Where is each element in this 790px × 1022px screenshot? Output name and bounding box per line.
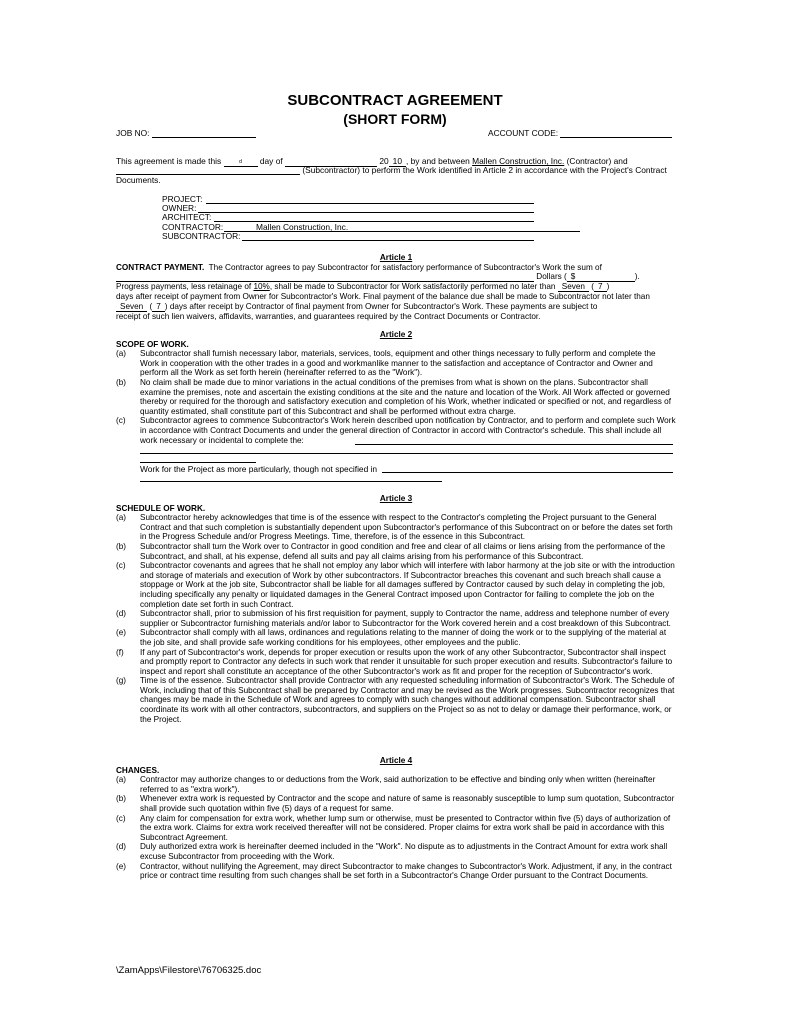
- scope-blank-1[interactable]: [355, 444, 673, 445]
- subcontractor-blank[interactable]: [116, 165, 300, 175]
- article-4-item: [116, 862, 676, 881]
- article-2-item: [116, 378, 676, 416]
- article-1-line-1: [116, 263, 676, 273]
- intro-made-this: This agreement is made this: [116, 156, 222, 166]
- item-text: If any part of Subcontractor's work, depends for proper execution or results upon the work of any other Subcontractor, Subcontractor shall inspect and promptly report to Contractor any defects in such work that render it unsuitable for such proper execution and results. Subcontractor's failure to inspect and report shall constitute an acceptance of the other Subcontractor's work as fit and proper for the reception of Subcontractor's work.: [140, 647, 673, 676]
- intro-line-3: Documents.: [116, 175, 161, 185]
- dollars-close: ).: [634, 272, 640, 282]
- article-2-title: SCOPE OF WORK.: [116, 339, 189, 349]
- item-label: (b): [116, 541, 127, 551]
- progress-days-num[interactable]: 7: [594, 282, 607, 292]
- article-2: [116, 330, 676, 445]
- scope-blank-2[interactable]: [140, 453, 673, 454]
- article-1-line-3: Progress payments, less retainage of 10%, shall be made to Subcontractor for Work satisfactorily performed no later than Seven ( 7 ): [116, 282, 610, 292]
- account-code-blank[interactable]: [560, 128, 672, 138]
- item-label: (b): [116, 377, 127, 387]
- job-no-blank[interactable]: [152, 128, 256, 138]
- article-3-item: [116, 648, 676, 677]
- contractor-blank[interactable]: [224, 231, 580, 232]
- article-1-line-5: Seven ( 7 ) days after receipt by Contractor of final payment from Owner for Subcontractor's Work. These payments are subject to: [116, 302, 676, 312]
- work-particular-text: Work for the Project as more particularly, though not specified in: [140, 464, 378, 474]
- article-4-item: [116, 794, 676, 813]
- final-days-word[interactable]: Seven: [116, 302, 147, 312]
- dollar-amount[interactable]: $: [567, 272, 635, 282]
- article-1: [116, 253, 676, 321]
- item-label: (e): [116, 628, 127, 638]
- article-3-item: [116, 513, 676, 542]
- account-code-field: [488, 128, 672, 138]
- item-text: No claim shall be made due to minor variations in the actual conditions of the premises from what is shown on the plans. Subcontractor shall examine the premises, note and ascertain the existing conditions at the site and the nature and location of the Work. All Work affected or governed thereby or required for the thorough and satisfactory execution and completion of his Work, whether indicated or specified or not, and regardless of quantity estimated, shall constitute part of this Subcontract and shall be performed without extra charge.: [140, 377, 671, 416]
- item-text: Subcontractor agrees to commence Subcontractor's Work herein described upon notification by Contractor, and to perform and complete such Work in accordance with Contract Documents and under the general direction of Contractor in accord with Contractor's schedule. This shall include all work necessary or incidental to complete the:: [140, 416, 676, 445]
- document-title: SUBCONTRACT AGREEMENT: [287, 92, 503, 109]
- project-fields: [162, 194, 349, 241]
- article-1-heading: Article 1: [379, 253, 413, 262]
- article-1-text-1: The Contractor agrees to pay Subcontractor for satisfactory performance of Subcontractor's Work the sum of: [208, 262, 602, 272]
- article-4-item: [116, 842, 676, 861]
- subcontractor-label: SUBCONTRACTOR:: [162, 230, 241, 241]
- contractor-value: Mallen Construction, Inc.: [256, 221, 349, 232]
- item-label: (c): [116, 416, 126, 426]
- progress-days-word[interactable]: Seven: [558, 282, 589, 292]
- article-1-line-6: receipt of such lien waivers, affidavits, warranties, and guarantees required by the Contract Documents or Contractor.: [116, 311, 541, 321]
- intro-by-and-between: , by and between: [406, 156, 470, 166]
- article-3: [116, 494, 676, 724]
- article-3-item: [116, 676, 676, 724]
- project-blank[interactable]: [206, 203, 534, 204]
- account-code-label: ACCOUNT CODE:: [488, 128, 559, 138]
- article-1-line-4: days after receipt of payment from Owner for Subcontractor's Work. Final payment of the balance due shall be made to Subcontractor not later than: [116, 292, 650, 302]
- dollars-label: Dollars (: [536, 272, 567, 282]
- article-3-heading: Article 3: [379, 494, 413, 503]
- item-label: (g): [116, 676, 127, 686]
- document-subtitle: (SHORT FORM): [343, 111, 447, 127]
- article-1-title: CONTRACT PAYMENT.: [116, 262, 205, 272]
- article-3-item: [116, 609, 676, 628]
- specified-blank-1[interactable]: [382, 472, 673, 473]
- item-text: Subcontractor shall, prior to submission of his first requisition for payment, supply to Contractor the name, address and telephone number of every supplier or Subcontractor furnishing materials and/or labor to Subcontractor for the Work covered herein and a cost breakdown of this Subcontract.: [140, 609, 671, 628]
- footer-file-path: \ZamApps\Filestore\76706325.doc: [116, 965, 262, 976]
- subcontractor-field-blank[interactable]: [242, 240, 534, 241]
- work-particular-line: [140, 464, 377, 474]
- intro-day-of: day of: [259, 156, 283, 166]
- item-text: Contractor may authorize changes to or deductions from the Work, said authorization to be effective and binding only when written (hereinafter referred to as "extra work").: [140, 775, 656, 794]
- item-label: (a): [116, 349, 127, 359]
- article-3-item: [116, 628, 676, 647]
- year-prefix: 20: [379, 156, 389, 166]
- item-label: (d): [116, 609, 127, 619]
- item-label: (c): [116, 561, 126, 571]
- retainage-value[interactable]: 10%: [253, 282, 270, 292]
- sum-words-blank[interactable]: [116, 272, 534, 282]
- owner-label: OWNER:: [162, 203, 197, 214]
- article-4-title: CHANGES.: [116, 765, 160, 775]
- article-1-text-4: days after receipt by Contractor of final payment from Owner for Subcontractor's Work. These payments are subject to: [169, 301, 598, 311]
- day-superscript: d: [239, 159, 242, 165]
- job-no-label: JOB NO:: [116, 128, 150, 138]
- article-3-item: [116, 561, 676, 609]
- article-4-heading: Article 4: [379, 756, 413, 765]
- article-3-item: [116, 542, 676, 561]
- article-2-item: [116, 416, 676, 445]
- article-3-title: SCHEDULE OF WORK.: [116, 503, 206, 513]
- item-text: Duly authorized extra work is hereinafter deemed included in the "Work". No dispute as to adjustments in the Contract Amount for extra work shall excuse Subcontractor from proceeding with the Work.: [140, 842, 668, 861]
- item-text: Subcontractor shall turn the Work over to Contractor in good condition and free and clear of all claims or liens arising from the performance of the Subcontract, and shall, at his expense, defend all suits and pay all claims arising from his performance of this Subcontract.: [140, 541, 666, 561]
- item-text: Subcontractor shall furnish necessary labor, materials, services, tools, equipment and other things necessary to fully perform and complete the Work in cooperation with the other trades in a good and workmanlike manner to the satisfaction and acceptance of Contractor and Owner and perform all the Work as set forth herein (hereinafter referred to as the "Work").: [140, 349, 656, 378]
- item-text: Whenever extra work is requested by Contractor and the scope and nature of same is reasonably susceptible to lump sum quotation, Subcontractor shall provide such quotation within five (5) days of a request for same.: [140, 794, 675, 813]
- architect-label: ARCHITECT:: [162, 212, 212, 223]
- item-text: Subcontractor hereby acknowledges that time is of the essence with respect to the Contractor's completing the Project pursuant to the General Contract and that such completion is substantially dependent upon Subcontractor's performance of this Subcontract on or before the dates set forth in the Progress Schedule and/or Progress Meetings. Time, therefore, is of the essence in this Subcontract.: [140, 513, 673, 542]
- specified-blank-2[interactable]: [140, 481, 442, 482]
- item-label: (a): [116, 775, 127, 785]
- article-1-text-2a: Progress payments, less retainage of: [116, 282, 252, 292]
- article-4-item: [116, 775, 676, 794]
- subcontractor-row: [162, 232, 240, 241]
- intro-contractor-role: (Contractor) and: [566, 156, 628, 166]
- item-label: (a): [116, 513, 127, 523]
- scope-blank-3[interactable]: [140, 462, 256, 463]
- article-4: [116, 756, 676, 881]
- item-text: Subcontractor covenants and agrees that he shall not employ any labor which will interfere with labor harmony at the job site or with the introduction and storage of materials and execution of Work by other subcontractors. If Subcontractor breaches this covenant and such breach shall cause a stoppage or Work at the job site, Subcontractor shall be liable for all damages suffered by Contractor caused by such delay in completing the job, including specifically any penalty or liquidated damages in the General Contract imposed upon Contractor for failing to complete the job on the completion date set forth in such Contract.: [140, 561, 675, 609]
- article-1-line-2: [116, 272, 676, 282]
- contractor-label: CONTRACTOR:: [162, 221, 224, 232]
- item-text: Subcontractor shall comply with all laws, ordinances and regulations relating to the manner of doing the work or to the supplying of the material at the job site, and shall provide safe working conditions for his employees, other employees and the public.: [140, 628, 667, 647]
- year-value[interactable]: 10: [389, 157, 406, 167]
- item-text: Any claim for compensation for extra work, whether lump sum or otherwise, must be presented to Contractor within five (5) days of authorization of the extra work. Claims for extra work received thereafter will not be considered. Proper claims for extra work shall be paid in accordance with this Subcontract Agreement.: [140, 813, 671, 842]
- item-text: Contractor, without nullifying the Agreement, may direct Subcontractor to make changes to Subcontractor's Work. Adjustment, if any, in the contract price or contract time resulting from such changes shall be set forth in a Subcontractor's Change Order pursuant to the Contract Documents.: [140, 861, 672, 881]
- item-label: (b): [116, 794, 127, 804]
- article-4-item: [116, 814, 676, 843]
- intro-line-2: [116, 165, 667, 175]
- item-text: Time is of the essence. Subcontractor shall provide Contractor with any requested scheduling information of Subcontractor's Work. The Schedule of Work, including that of this Subcontract shall be prepared by Contractor and may be revised as the Work progresses. Subcontractor recognizes that changes may be made in the Schedule of Work and agrees to comply with such changes without additional compensation. Subcontractor shall coordinate its work with all other contractors, subcontractors, and suppliers on the Project so as not to delay or damage their performance, work, or the Project.: [140, 676, 675, 724]
- item-label: (d): [116, 842, 127, 852]
- intro-line-2-text: (Subcontractor) to perform the Work identified in Article 2 in accordance with the Project's Contract: [302, 165, 667, 175]
- owner-blank[interactable]: [198, 212, 534, 213]
- item-label: (c): [116, 813, 126, 823]
- project-label: PROJECT:: [162, 194, 203, 204]
- article-2-item: [116, 349, 676, 378]
- intro-contractor-name: Mallen Construction, Inc.: [472, 156, 565, 166]
- job-no-field: [116, 128, 256, 138]
- article-2-heading: Article 2: [379, 330, 413, 339]
- article-1-text-2b: , shall be made to Subcontractor for Work satisfactorily performed no later than: [269, 282, 556, 292]
- item-label: (e): [116, 861, 127, 871]
- item-label: (f): [116, 647, 124, 657]
- final-days-num[interactable]: 7: [152, 302, 165, 312]
